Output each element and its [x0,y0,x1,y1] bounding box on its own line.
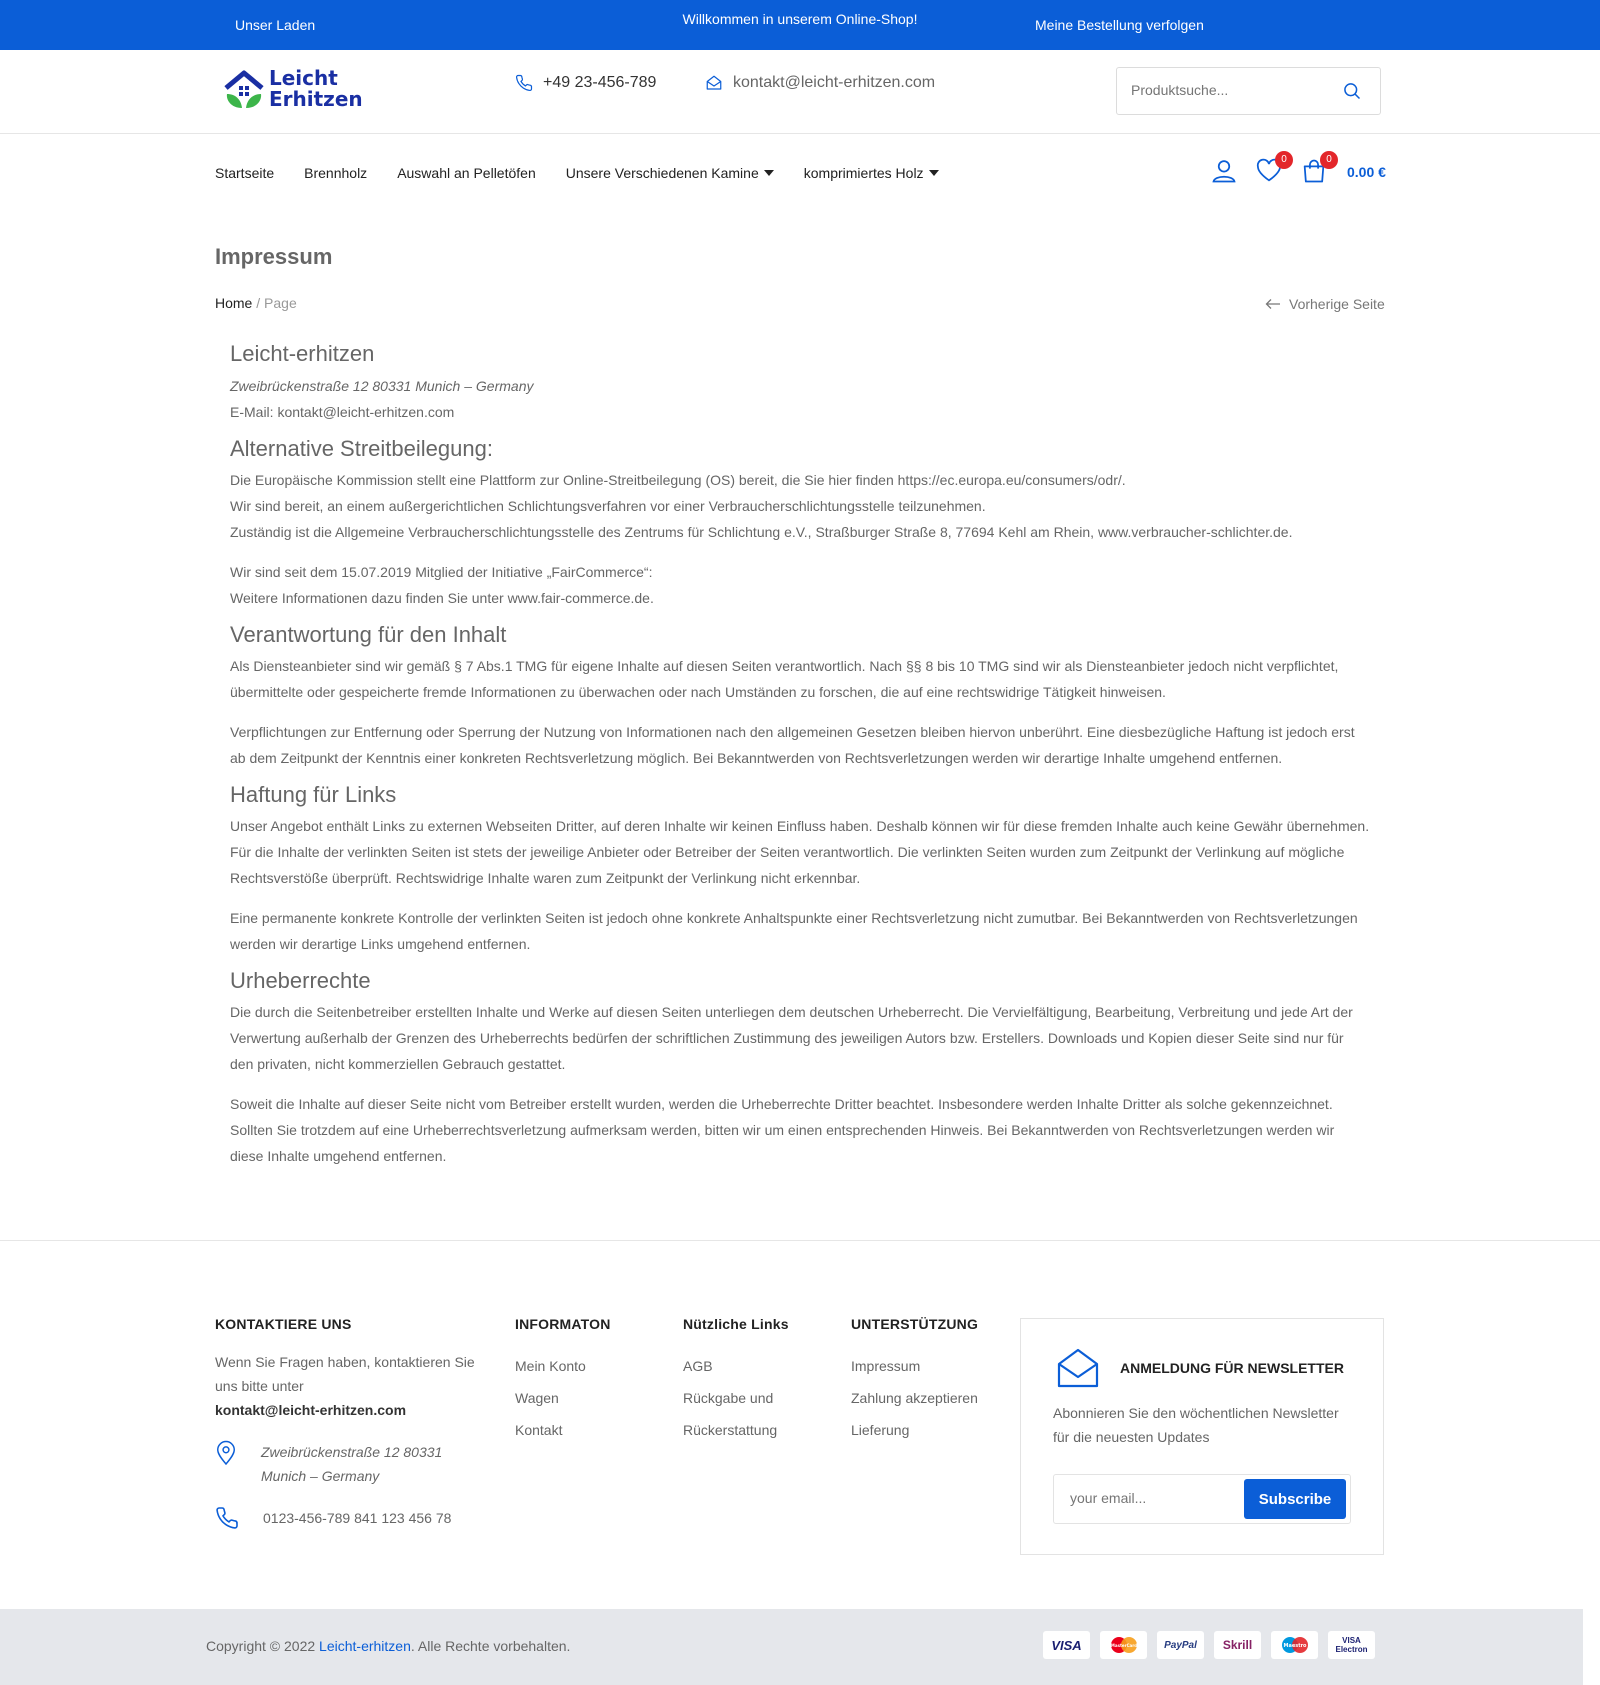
site-header [0,50,1600,134]
search-icon[interactable] [1342,81,1362,106]
nav-item-kamine[interactable] [566,165,774,181]
footer-link-rueckgabe[interactable]: Rückgabe und [683,1390,774,1406]
open-envelope-icon [1056,1347,1100,1389]
footer-address: Zweibrückenstraße 12 80331 Munich – Germany [261,1444,443,1484]
previous-page-label: Vorherige Seite [1289,296,1385,312]
nav-item-pelletoefen[interactable] [397,165,536,181]
paragraph: Zuständig ist die Allgemeine Verbraucherschlichtungsstelle des Zentrums für Schlichtung e.V., Straßburger Straße 8, 77694 Kehl am Rhein, www.verbraucher-schlichter.de. [230,524,1293,540]
nav-item-label: Startseite [215,165,275,181]
footer-useful-title: Nützliche Links [683,1316,789,1332]
footer-useful-links [683,1316,789,1446]
cart-button[interactable] [1300,154,1332,187]
site-logo[interactable] [223,68,363,114]
footer-information [515,1316,611,1446]
track-order-link[interactable]: Meine Bestellung verfolgen [1035,17,1204,33]
footer-link-mein-konto[interactable]: Mein Konto [515,1358,586,1374]
header-phone[interactable] [515,74,656,92]
caret-down-icon [764,170,774,176]
footer-support [851,1316,978,1446]
breadcrumb-home-link[interactable]: Home [215,295,253,311]
user-icon [1210,157,1238,185]
header-phone-text: +49 23-456-789 [543,74,657,91]
newsletter-description: Abonnieren Sie den wöchentlichen Newsletter für die neuesten Updates [1053,1405,1339,1445]
previous-page-link[interactable] [1265,296,1385,312]
nav-item-label: Auswahl an Pelletöfen [397,165,536,181]
footer-contact-intro-text: Wenn Sie Fragen haben, kontaktieren Sie uns bitte unter [215,1354,475,1394]
footer-contact-intro [215,1350,475,1422]
logo-line-1: Leicht [269,66,338,90]
imprint-content [230,340,1370,1169]
nav-item-label: Brennholz [304,165,368,181]
top-bar [0,0,1600,50]
mastercard-label: MasterCard [1110,1643,1137,1648]
company-address: Zweibrückenstraße 12 80331 Munich – Germany [230,378,534,394]
breadcrumb [215,295,297,311]
paragraph: Die durch die Seitenbetreiber erstellten Inhalte und Werke auf diesen Seiten unterliegen dem deutschen Urheberrecht. Die Vervielfältigung, Bearbeitung, Verbreitung und jede Art der Verwertung außerhalb der Grenzen des Urheberrechts bedürfen der schriftlichen Zustimmung des jeweiligen Autors bzw. Erstellers. Downloads und Kopien dieser Seite sind nur für den privaten, nicht kommerziellen Gebrauch gestattet. [230,1004,1353,1072]
arrow-left-icon [1265,298,1281,310]
header-email-text: kontakt@leicht-erhitzen.com [733,74,936,91]
footer-divider [0,1240,1600,1241]
footer-link-kontakt[interactable]: Kontakt [515,1422,563,1438]
copyright-prefix: Copyright © 2022 [206,1638,320,1654]
our-store-link[interactable]: Unser Laden [235,17,316,33]
newsletter-email-input[interactable] [1070,1490,1230,1506]
welcome-message: Willkommen in unserem Online-Shop! [682,11,918,27]
maestro-icon [1271,1631,1318,1659]
paragraph: Verpflichtungen zur Entfernung oder Sperrung der Nutzung von Informationen nach den allgemeinen Gesetzen bleiben hiervon unberührt. Eine diesbezügliche Haftung ist jedoch erst ab dem Zeitpunkt der Kenntnis einer konkreten Rechtsverletzung möglich. Bei Bekanntwerden von Rechtsverletzungen werden wir derartige Inhalte umgehend entfernen. [230,724,1355,766]
payment-methods [1043,1631,1375,1659]
visa-electron-icon: VISA Electron [1328,1631,1375,1659]
footer-link-agb[interactable]: AGB [683,1358,713,1374]
paragraph: Unser Angebot enthält Links zu externen Webseiten Dritter, auf deren Inhalte wir keinen Einfluss haben. Deshalb können wir für diese fremden Inhalte auch keine Gewähr übernehmen. Für die Inhalte der verlinkten Seiten ist stets der jeweilige Anbieter oder Betreiber der Seiten verantwortlich. Die verlinkten Seiten wurden zum Zeitpunkt der Verlinkung auf mögliche Rechtsverstöße überprüft. Rechtswidrige Inhalte waren zum Zeitpunkt der Verlinkung nicht erkennbar. [230,818,1370,886]
logo-line-2: Erhitzen [269,87,363,111]
paragraph: Die Europäische Kommission stellt eine Plattform zur Online-Streitbeilegung (OS) bereit, die Sie hier finden https://ec.europa.eu/consumers/odr/. [230,472,1126,488]
subscribe-button[interactable]: Subscribe [1244,1479,1346,1519]
footer-info-title: INFORMATON [515,1316,611,1332]
caret-down-icon [929,170,939,176]
nav-item-label: komprimiertes Holz [803,165,924,181]
footer-link-zahlung[interactable]: Zahlung akzeptieren [851,1390,978,1406]
footer-contact [215,1316,475,1530]
newsletter-title: ANMELDUNG FÜR NEWSLETTER [1120,1360,1344,1376]
paragraph: Soweit die Inhalte auf dieser Seite nicht vom Betreiber erstellt wurden, werden die Urheberrechte Dritter beachtet. Insbesondere werden Inhalte Dritter als solche gekennzeichnet. Sollten Sie trotzdem auf eine Urheberrechtsverletzung aufmerksam werden, bitten wir um einen entsprechenden Hinweis. Bei Bekanntwerden von Rechtsverletzungen werden wir diese Inhalte umgehend entfernen. [230,1096,1335,1164]
footer-contact-title: KONTAKTIERE UNS [215,1316,352,1332]
paragraph: Eine permanente konkrete Kontrolle der verlinkten Seiten ist jedoch ohne konkrete Anhaltspunkte einer Rechtsverletzung nicht zumutbar. Bei Bekanntwerden von Rechtsverletzungen werden wir derartige Links umgehend entfernen. [230,910,1358,952]
newsletter-box [1020,1318,1384,1555]
section-title-verantwortung: Verantwortung für den Inhalt [230,622,507,647]
main-nav [0,135,1600,213]
nav-item-brennholz[interactable] [304,165,367,181]
cart-total[interactable]: 0.00 € [1347,164,1386,180]
cart-count-badge: 0 [1320,151,1338,169]
paragraph: Als Diensteanbieter sind wir gemäß § 7 Abs.1 TMG für eigene Inhalte auf diesen Seiten verantwortlich. Nach §§ 8 bis 10 TMG sind wir als Diensteanbieter jedoch nicht verpflichtet, übermittelte oder gespeicherte fremde Informationen zu überwachen oder nach Umständen zu forschen, die auf eine rechtswidrige Tätigkeit hinweisen. [230,658,1339,700]
section-title-urheberrechte: Urheberrechte [230,968,371,993]
maestro-label: Maestro [1282,1643,1307,1649]
account-button[interactable] [1210,157,1240,187]
product-search [1116,67,1381,115]
section-title-streitbeilegung: Alternative Streitbeilegung: [230,436,493,461]
skrill-icon: Skrill [1214,1631,1261,1659]
footer-link-lieferung[interactable]: Lieferung [851,1422,910,1438]
footer-support-title: UNTERSTÜTZUNG [851,1316,979,1332]
footer-link-impressum[interactable]: Impressum [851,1358,921,1374]
footer-contact-email[interactable]: kontakt@leicht-erhitzen.com [215,1402,407,1418]
nav-item-startseite[interactable] [215,165,274,181]
breadcrumb-current: / Page [252,295,297,311]
company-name: Leicht-erhitzen [230,341,375,366]
wishlist-count-badge: 0 [1275,151,1293,169]
copyright-brand-link[interactable]: Leicht-erhitzen [319,1638,411,1654]
paragraph: Weitere Informationen dazu finden Sie unter www.fair-commerce.de. [230,590,654,606]
search-input[interactable] [1131,82,1321,98]
envelope-icon [705,74,723,92]
page-title: Impressum [215,244,333,269]
footer-bottom-bar [0,1609,1583,1685]
copyright [206,1638,570,1654]
wishlist-button[interactable] [1255,154,1287,187]
paragraph: Wir sind bereit, an einem außergerichtlichen Schlichtungsverfahren vor einer Verbraucherschlichtungsstelle teilzunehmen. [230,498,986,514]
nav-item-komprimiertes-holz[interactable] [804,165,939,181]
visa-icon: VISA [1043,1631,1090,1659]
footer-link-wagen[interactable]: Wagen [515,1390,559,1406]
paypal-icon: PayPal [1157,1631,1204,1659]
company-email: E-Mail: kontakt@leicht-erhitzen.com [230,404,455,420]
header-email[interactable] [705,74,935,92]
footer-phone[interactable]: 0123-456-789 841 123 456 78 [263,1510,452,1526]
phone-icon [515,74,533,92]
map-pin-icon [215,1440,237,1466]
paragraph: Wir sind seit dem 15.07.2019 Mitglied der Initiative „FairCommerce“: [230,564,653,580]
nav-item-label: Unsere Verschiedenen Kamine [565,165,759,181]
house-leaf-icon [223,68,265,112]
section-title-haftung-links: Haftung für Links [230,782,397,807]
footer-link-rueckerstattung[interactable]: Rückerstattung [683,1422,778,1438]
phone-icon [215,1506,239,1530]
newsletter-form [1053,1474,1351,1524]
mastercard-icon [1100,1631,1147,1659]
copyright-suffix: . Alle Rechte vorbehalten. [410,1638,571,1654]
